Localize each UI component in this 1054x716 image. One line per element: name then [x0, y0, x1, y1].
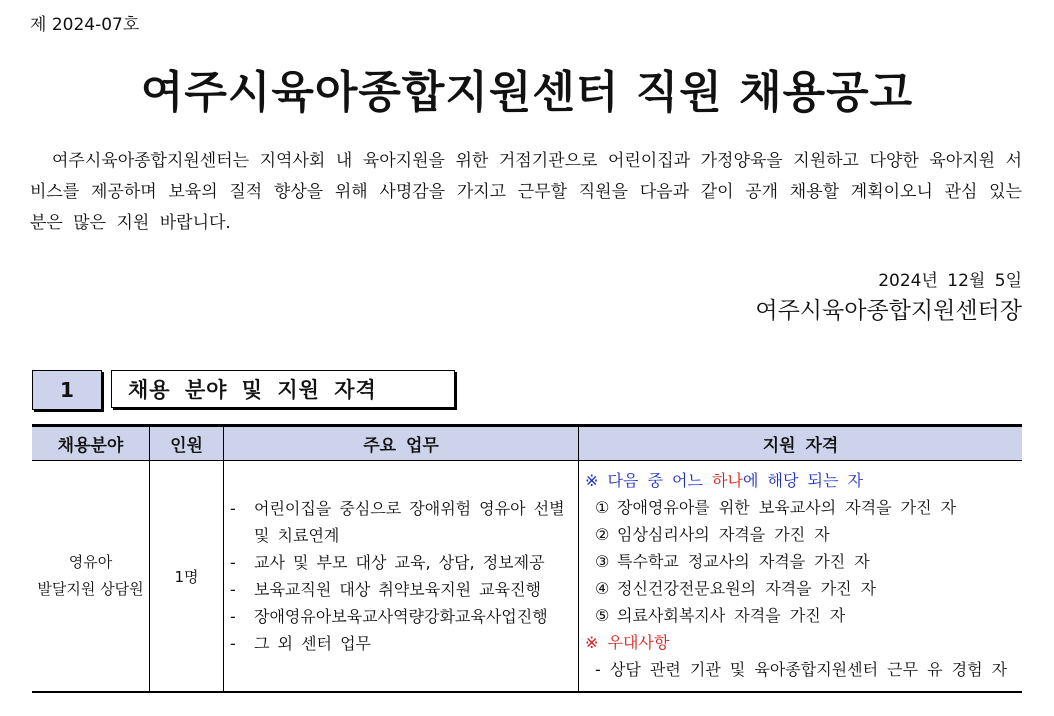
list-item [585, 548, 1018, 575]
list-item [585, 494, 1018, 521]
duty-dash: - [230, 553, 236, 572]
cell-qualifications [579, 461, 1023, 693]
header-field: 채용분야 [32, 426, 150, 461]
qualification-heading-post: 에 해당 되는 자 [742, 471, 863, 490]
header-duties: 주요 업무 [224, 426, 579, 461]
section-number: 1 [32, 370, 102, 410]
qual-mark: ③ [595, 552, 610, 571]
qual-text: 정신건강전문요원의 자격을 가진 자 [617, 579, 877, 598]
qualification-heading [585, 467, 1018, 494]
duty-dash: - [230, 580, 236, 599]
document-number: 제 2024-07호 [30, 15, 140, 35]
list-item [585, 575, 1018, 602]
duty-dash: - [230, 499, 236, 518]
intro-text: 여주시육아종합지원센터는 지역사회 내 육아지원을 위한 거점기관으로 어린이집과 가정양육을 지원하고 다양한 육아지원 서비스를 제공하며 보육의 질적 향상을 위해 사명감을 가지고 근무할 직원을 다음과 같이 공개 채용할 계획이오니 관심 있는 분은 많은 지원 바랍니다. [30, 151, 1022, 233]
duty-text: 보육교직원 대상 취약보육지원 교육진행 [254, 580, 542, 599]
qual-mark: ④ [595, 579, 610, 598]
duty-text: 장애영유아보육교사역량강화교육사업진행 [254, 607, 548, 626]
issuer-name: 여주시육아종합지원센터장 [755, 298, 1022, 324]
intro-paragraph [30, 146, 1022, 239]
table-header-row [32, 426, 1022, 461]
section-title: 채용 분야 및 지원 자격 [111, 370, 455, 408]
field-line-1: 영유아 [68, 553, 113, 571]
qual-mark: ② [595, 525, 610, 544]
qual-mark: ⑤ [595, 606, 610, 625]
header-qualifications: 지원 자격 [579, 426, 1023, 461]
field-line-2: 발달지원 상담원 [37, 580, 144, 598]
page-title: 여주시육아종합지원센터 직원 채용공고 [140, 67, 914, 118]
list-item [585, 602, 1018, 629]
qualification-heading-pre: ※ 다음 중 어느 [585, 471, 713, 490]
duty-text: 어린이집을 중심으로 장애위험 영유아 선별 및 치료연계 [254, 499, 565, 545]
announcement-date: 2024년 12월 5일 [878, 271, 1022, 291]
qualification-box [579, 461, 1022, 691]
list-item [230, 549, 578, 576]
duty-list [224, 485, 578, 667]
list-item [230, 603, 578, 630]
qualification-heading-emphasis: 하나 [712, 471, 743, 490]
preference-item: - 상담 관련 기관 및 육아종합지원센터 근무 유 경험 자 [595, 660, 1008, 679]
list-item [230, 630, 578, 657]
list-item [230, 576, 578, 603]
duty-dash: - [230, 607, 236, 626]
list-item [230, 495, 578, 549]
table-row [32, 461, 1022, 693]
cell-count: 1명 [150, 461, 224, 693]
cell-duties [224, 461, 579, 693]
duty-text: 그 외 센터 업무 [254, 634, 371, 653]
cell-field [32, 461, 150, 693]
list-item [585, 521, 1018, 548]
duty-text: 교사 및 부모 대상 교육, 상담, 정보제공 [254, 553, 545, 572]
header-count: 인원 [150, 426, 224, 461]
qual-text: 임상심리사의 자격을 가진 자 [617, 525, 830, 544]
preference-heading: ※ 우대사항 [585, 633, 670, 652]
qual-text: 의료사회복지사 자격을 가진 자 [617, 606, 846, 625]
duty-dash: - [230, 634, 236, 653]
qual-mark: ① [595, 498, 610, 517]
recruitment-table [32, 424, 1022, 693]
qual-text: 특수학교 정교사의 자격을 가진 자 [617, 552, 870, 571]
qual-text: 장애영유아를 위한 보육교사의 자격을 가진 자 [617, 498, 957, 517]
